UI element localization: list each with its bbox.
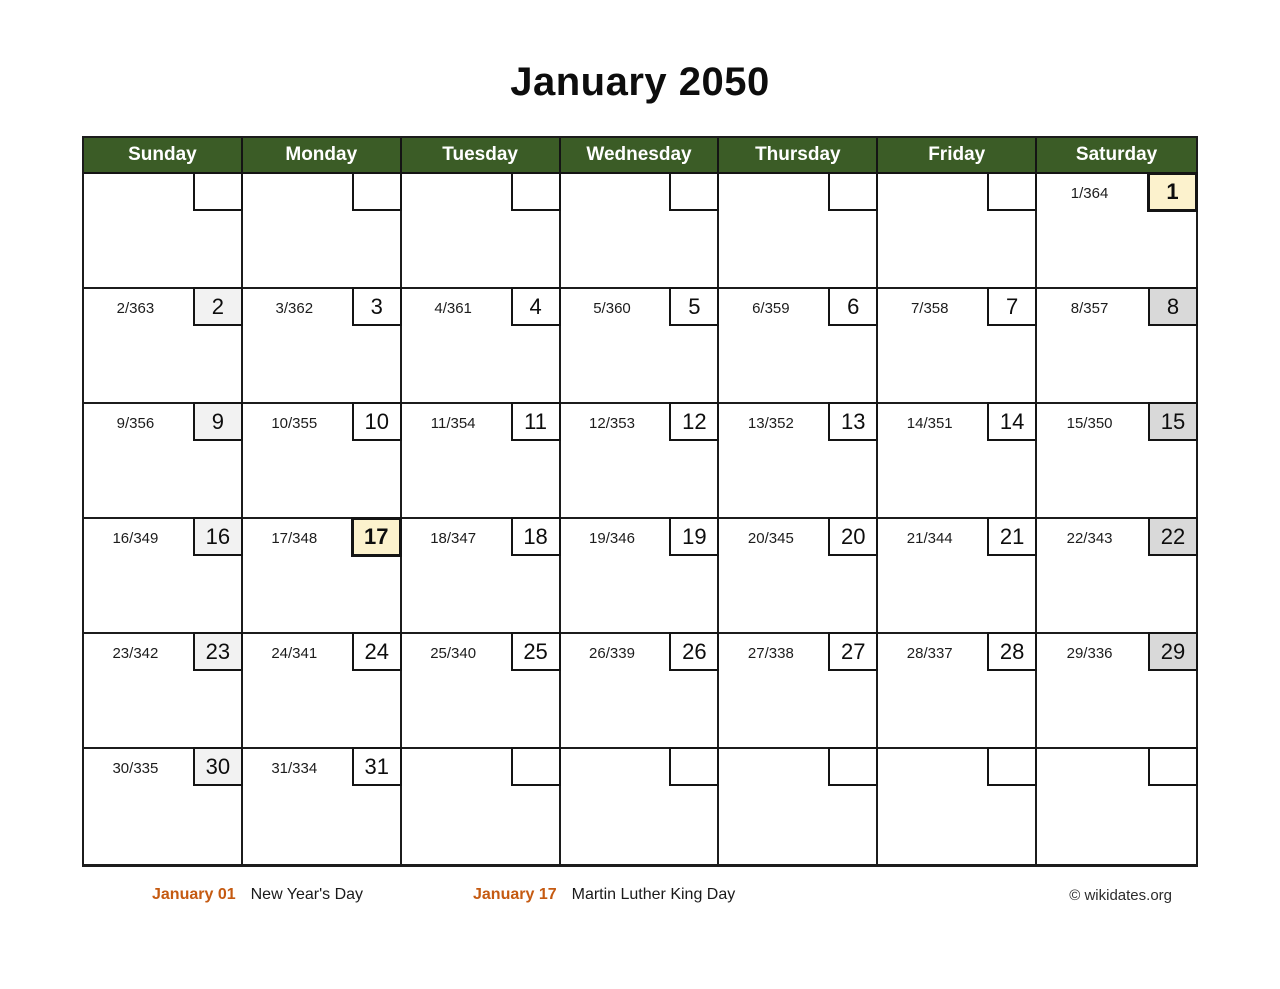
- day-number-box: 4: [511, 287, 561, 326]
- day-number-box: 18: [511, 517, 561, 556]
- day-of-year-label: 30/335: [112, 760, 159, 777]
- empty-day-cell: [402, 749, 561, 864]
- empty-day-cell: [719, 749, 878, 864]
- day-number-box: 31: [352, 747, 402, 786]
- empty-day-cell: [561, 749, 720, 864]
- day-of-year-label: 6/359: [752, 300, 790, 317]
- empty-day-cell: [402, 174, 561, 289]
- weekday-header-row: [84, 138, 1196, 172]
- empty-day-cell: [719, 174, 878, 289]
- day-number-box: [193, 172, 243, 211]
- day-number-box: [1148, 747, 1198, 786]
- day-number-box: 20: [828, 517, 878, 556]
- day-cell-14: [878, 404, 1037, 519]
- day-cell-16: [84, 519, 243, 634]
- day-number-box: 30: [193, 747, 243, 786]
- day-number-box: 7: [987, 287, 1037, 326]
- day-of-year-label: 29/336: [1066, 645, 1113, 662]
- weekday-header-monday: Monday: [243, 138, 402, 172]
- day-cell-8: [1037, 289, 1196, 404]
- holiday-note-new-years-day: [152, 886, 363, 904]
- day-number-box: [352, 172, 402, 211]
- day-cell-25: [402, 634, 561, 749]
- holiday-date-label: January 01: [152, 886, 236, 903]
- day-of-year-label: 24/341: [271, 645, 318, 662]
- day-of-year-label: 5/360: [593, 300, 631, 317]
- day-cell-12: [561, 404, 720, 519]
- day-number-box: [669, 747, 719, 786]
- day-number-box: 5: [669, 287, 719, 326]
- day-number-box: [987, 747, 1037, 786]
- holiday-name-label: New Year's Day: [250, 886, 364, 903]
- day-number-box: 25: [511, 632, 561, 671]
- day-number-box: 15: [1148, 402, 1198, 441]
- day-number-box: 11: [511, 402, 561, 441]
- day-of-year-label: 17/348: [271, 530, 318, 547]
- day-of-year-label: 27/338: [747, 645, 794, 662]
- day-number-box: 26: [669, 632, 719, 671]
- footer: [82, 886, 1194, 910]
- day-cell-22: [1037, 519, 1196, 634]
- day-cell-27: [719, 634, 878, 749]
- day-number-box: 9: [193, 402, 243, 441]
- day-cell-1: [1037, 174, 1196, 289]
- day-number-box: 8: [1148, 287, 1198, 326]
- day-of-year-label: 19/346: [589, 530, 635, 547]
- day-of-year-label: 31/334: [271, 760, 318, 777]
- day-cell-26: [561, 634, 720, 749]
- day-cell-9: [84, 404, 243, 519]
- day-cell-2: [84, 289, 243, 404]
- day-of-year-label: 1/364: [1070, 185, 1109, 202]
- day-of-year-label: 14/351: [906, 415, 953, 432]
- day-number-box: 27: [828, 632, 878, 671]
- weekday-header-friday: Friday: [878, 138, 1037, 172]
- day-number-box: 21: [987, 517, 1037, 556]
- weekday-header-thursday: Thursday: [719, 138, 878, 172]
- day-cell-4: [402, 289, 561, 404]
- day-number-box: [511, 172, 561, 211]
- weekday-header-saturday: Saturday: [1075, 144, 1158, 165]
- day-number-box: [511, 747, 561, 786]
- day-cell-21: [878, 519, 1037, 634]
- holiday-date-label: January 17: [473, 886, 557, 903]
- day-of-year-label: 18/347: [430, 530, 477, 547]
- day-of-year-label: 20/345: [747, 530, 794, 547]
- weekday-header-sunday: Sunday: [84, 138, 243, 172]
- day-of-year-label: 21/344: [906, 530, 953, 547]
- empty-day-cell: [243, 174, 402, 289]
- day-of-year-label: 22/343: [1066, 530, 1113, 547]
- day-of-year-label: 25/340: [430, 645, 477, 662]
- day-number-box: 16: [193, 517, 243, 556]
- day-number-box: [987, 172, 1037, 211]
- day-cell-5: [561, 289, 720, 404]
- empty-day-cell: [1037, 749, 1196, 864]
- day-of-year-label: 15/350: [1066, 415, 1113, 432]
- day-of-year-label: 9/356: [116, 415, 155, 432]
- day-number-box: 28: [987, 632, 1037, 671]
- day-cell-17: [243, 519, 402, 634]
- day-cell-28: [878, 634, 1037, 749]
- empty-day-cell: [878, 174, 1037, 289]
- empty-day-cell: [878, 749, 1037, 864]
- day-number-box: 17: [351, 517, 402, 557]
- day-cell-19: [561, 519, 720, 634]
- day-number-box: 24: [352, 632, 402, 671]
- day-of-year-label: 8/357: [1070, 300, 1109, 317]
- day-number-box: 12: [669, 402, 719, 441]
- day-number-box: 22: [1148, 517, 1198, 556]
- day-cell-29: [1037, 634, 1196, 749]
- weekday-header-tuesday: Tuesday: [402, 138, 561, 172]
- day-cell-15: [1037, 404, 1196, 519]
- empty-day-cell: [561, 174, 720, 289]
- day-cell-3: [243, 289, 402, 404]
- day-cell-31: [243, 749, 402, 864]
- day-cell-10: [243, 404, 402, 519]
- day-of-year-label: 7/358: [910, 300, 949, 317]
- day-cell-6: [719, 289, 878, 404]
- day-of-year-label: 26/339: [589, 645, 635, 662]
- day-cell-7: [878, 289, 1037, 404]
- day-of-year-label: 2/363: [116, 300, 155, 317]
- day-of-year-label: 23/342: [112, 645, 159, 662]
- day-of-year-label: 13/352: [747, 415, 794, 432]
- day-number-box: 14: [987, 402, 1037, 441]
- holiday-name-label: Martin Luther King Day: [571, 886, 736, 903]
- day-cell-11: [402, 404, 561, 519]
- empty-day-cell: [84, 174, 243, 289]
- day-number-box: 1: [1147, 172, 1198, 212]
- day-number-box: [828, 747, 878, 786]
- day-of-year-label: 4/361: [434, 300, 472, 317]
- day-number-box: 6: [828, 287, 878, 326]
- day-cell-18: [402, 519, 561, 634]
- calendar-grid: [84, 172, 1196, 864]
- day-number-box: 10: [352, 402, 402, 441]
- day-of-year-label: 12/353: [589, 415, 635, 432]
- calendar-table: [82, 136, 1198, 867]
- day-of-year-label: 16/349: [112, 530, 159, 547]
- day-number-box: 29: [1148, 632, 1198, 671]
- day-number-box: [828, 172, 878, 211]
- day-number-box: 13: [828, 402, 878, 441]
- day-number-box: 2: [193, 287, 243, 326]
- day-cell-20: [719, 519, 878, 634]
- day-number-box: 19: [669, 517, 719, 556]
- copyright-text: © wikidates.org: [1069, 887, 1172, 904]
- page-title: January 2050: [510, 60, 770, 104]
- day-of-year-label: 3/362: [275, 300, 314, 317]
- day-cell-13: [719, 404, 878, 519]
- day-cell-30: [84, 749, 243, 864]
- day-of-year-label: 11/354: [430, 415, 476, 432]
- day-number-box: 3: [352, 287, 402, 326]
- day-number-box: [669, 172, 719, 211]
- holiday-note-mlk-day: [473, 886, 735, 904]
- day-of-year-label: 28/337: [906, 645, 953, 662]
- day-cell-23: [84, 634, 243, 749]
- weekday-header-wednesday: Wednesday: [561, 138, 720, 172]
- day-of-year-label: 10/355: [271, 415, 318, 432]
- day-cell-24: [243, 634, 402, 749]
- day-number-box: 23: [193, 632, 243, 671]
